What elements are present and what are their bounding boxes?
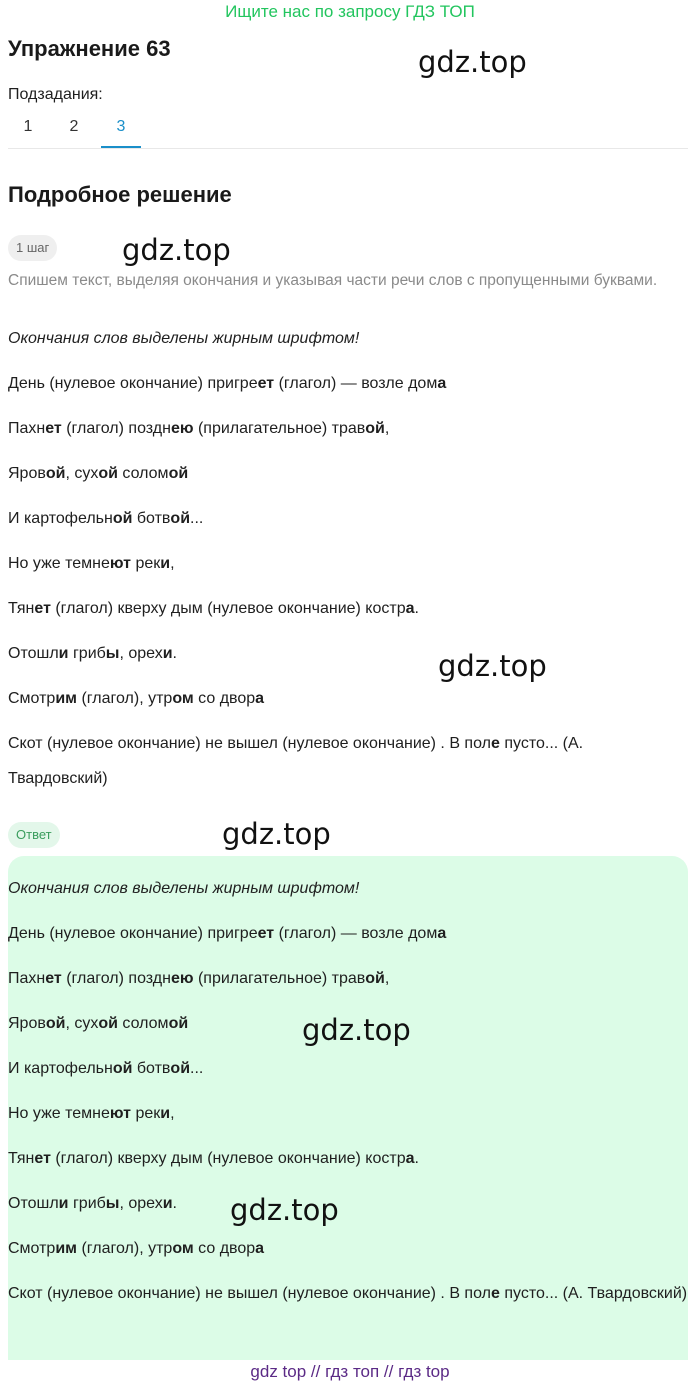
tab-2[interactable]: 2 — [69, 118, 79, 135]
word-ending: ет — [34, 1150, 51, 1167]
word-ending: е — [490, 735, 500, 752]
word-ending: ют — [109, 555, 132, 572]
word-ending: ют — [109, 1105, 132, 1122]
text-segment: пусто... (А. Твардовский) — [8, 735, 584, 787]
text-segment: (глагол) — возле дом — [274, 925, 438, 942]
text-segment: (прилагательное) трав — [193, 420, 366, 437]
word-ending: ет — [34, 600, 51, 617]
text-segment: (глагол) поздн — [61, 420, 171, 437]
answer-badge: Ответ — [8, 822, 60, 848]
text-line — [8, 1015, 188, 1033]
word-ending: а — [255, 690, 265, 707]
word-ending: ом — [172, 690, 194, 707]
word-ending: ею — [170, 420, 194, 437]
word-ending: ой — [112, 510, 133, 527]
text-segment: (глагол), утр — [77, 1240, 173, 1257]
text-segment: , — [384, 420, 390, 437]
word-ending: а — [437, 925, 447, 942]
word-ending: ет — [257, 925, 275, 942]
word-ending: ом — [172, 1240, 194, 1257]
watermark: gdz.top — [438, 649, 547, 683]
text-segment: , — [170, 1105, 175, 1122]
text-line — [8, 925, 446, 943]
note-text: Окончания слов выделены жирным шрифтом! — [8, 330, 360, 347]
text-segment: солом — [117, 1015, 169, 1032]
word-ending: а — [405, 600, 415, 617]
step-badge: 1 шаг — [8, 235, 57, 261]
word-ending: ой — [170, 1060, 191, 1077]
text-segment: пусто... (А. Твардовский) — [499, 1285, 688, 1302]
text-line — [8, 501, 678, 536]
text-segment: Но уже темне — [8, 555, 110, 572]
text-segment: Пахн — [8, 970, 46, 987]
text-segment: солом — [117, 465, 169, 482]
text-segment: , орех — [119, 645, 163, 662]
watermark: gdz.top — [302, 1013, 411, 1047]
text-segment: (глагол) кверху дым (нулевое окончание) костр — [50, 1150, 406, 1167]
word-ending: а — [437, 375, 447, 392]
text-segment: Но уже темне — [8, 1105, 110, 1122]
text-segment: . — [414, 600, 419, 617]
text-segment: (глагол) поздн — [61, 970, 171, 987]
section-title: Подробное решение — [8, 182, 232, 207]
text-line — [8, 1195, 177, 1213]
word-ending: ой — [168, 465, 189, 482]
watermark: gdz.top — [418, 45, 527, 79]
text-segment: Тян — [8, 1150, 35, 1167]
text-segment: Отошл — [8, 645, 59, 662]
text-segment: гриб — [68, 1195, 106, 1212]
text-line — [8, 411, 678, 446]
text-line — [8, 591, 678, 626]
text-line — [8, 636, 678, 671]
word-ending: ет — [45, 970, 62, 987]
text-segment: Яров — [8, 1015, 46, 1032]
text-segment: ботв — [132, 510, 171, 527]
text-segment: (глагол) кверху дым (нулевое окончание) костр — [50, 600, 406, 617]
word-ending: ой — [112, 1060, 133, 1077]
text-segment: рек — [131, 1105, 161, 1122]
text-segment: Пахн — [8, 420, 46, 437]
word-ending: ет — [257, 375, 275, 392]
step-description: Спишем текст, выделяя окончания и указывая части речи слов с пропущенными буквами. — [8, 272, 658, 289]
text-line — [8, 546, 678, 581]
text-segment: Смотр — [8, 1240, 56, 1257]
text-segment: День (нулевое окончание) пригре — [8, 375, 258, 392]
word-ending: и — [162, 645, 173, 662]
word-ending: ой — [45, 1015, 66, 1032]
word-ending: ой — [45, 465, 66, 482]
watermark: gdz.top — [222, 817, 331, 851]
text-segment: ... — [190, 510, 204, 527]
text-segment: . — [172, 645, 177, 662]
word-ending: а — [255, 1240, 265, 1257]
text-line — [8, 726, 678, 796]
text-segment: , — [170, 555, 175, 572]
word-ending: и — [58, 1195, 69, 1212]
text-segment: . — [172, 1195, 177, 1212]
text-line — [8, 1060, 203, 1078]
text-segment: ботв — [132, 1060, 171, 1077]
text-segment: (прилагательное) трав — [193, 970, 366, 987]
text-line — [8, 1150, 419, 1168]
tab-1[interactable]: 1 — [23, 118, 33, 135]
text-segment: (глагол), утр — [77, 690, 173, 707]
text-segment: . — [414, 1150, 419, 1167]
text-line — [8, 681, 678, 716]
word-ending: и — [160, 555, 171, 572]
word-ending: ы — [105, 1195, 120, 1212]
watermark: gdz.top — [230, 1193, 339, 1227]
footer-links: gdz top // гдз топ // гдз top — [250, 1362, 450, 1381]
text-segment: , — [384, 970, 390, 987]
text-segment: со двор — [193, 690, 256, 707]
text-segment: Смотр — [8, 690, 56, 707]
word-ending: и — [58, 645, 69, 662]
word-ending: ею — [170, 970, 194, 987]
text-segment: Скот (нулевое окончание) не вышел (нулевое окончание) . В пол — [8, 1285, 491, 1302]
text-segment: Тян — [8, 600, 35, 617]
subtasks-label: Подзадания: — [8, 86, 103, 103]
text-segment: со двор — [193, 1240, 256, 1257]
text-segment: И картофельн — [8, 1060, 113, 1077]
text-segment: , орех — [119, 1195, 163, 1212]
word-ending: им — [55, 690, 77, 707]
text-segment: гриб — [68, 645, 106, 662]
word-ending: ой — [98, 465, 118, 482]
text-segment: (глагол) — возле дом — [274, 375, 438, 392]
text-line — [8, 456, 678, 491]
word-ending: и — [160, 1105, 171, 1122]
word-ending: ой — [168, 1015, 189, 1032]
text-line — [8, 970, 389, 988]
top-banner: Ищите нас по запросу ГДЗ ТОП — [225, 2, 475, 21]
note-text: Окончания слов выделены жирным шрифтом! — [8, 880, 360, 897]
word-ending: ой — [365, 970, 385, 987]
word-ending: а — [405, 1150, 415, 1167]
subtask-tabs — [8, 112, 688, 149]
answer-box — [8, 856, 688, 1360]
word-ending: ой — [365, 420, 385, 437]
text-segment: Яров — [8, 465, 46, 482]
text-segment: , сух — [65, 465, 99, 482]
watermark: gdz.top — [122, 233, 231, 267]
text-line — [8, 1285, 687, 1303]
word-ending: и — [162, 1195, 173, 1212]
text-segment: ... — [190, 1060, 204, 1077]
text-segment: И картофельн — [8, 510, 113, 527]
word-ending: им — [55, 1240, 77, 1257]
text-segment: Скот (нулевое окончание) не вышел (нулевое окончание) . В пол — [8, 735, 491, 752]
text-line — [8, 366, 678, 401]
tab-3[interactable]: 3 — [101, 112, 141, 148]
word-ending: ой — [170, 510, 191, 527]
text-segment: , сух — [65, 1015, 99, 1032]
word-ending: ы — [105, 645, 120, 662]
text-segment: Отошл — [8, 1195, 59, 1212]
word-ending: ой — [98, 1015, 118, 1032]
text-segment: День (нулевое окончание) пригре — [8, 925, 258, 942]
text-line — [8, 1105, 175, 1123]
word-ending: ет — [45, 420, 62, 437]
text-line — [8, 1240, 264, 1258]
page-title: Упражнение 63 — [8, 36, 171, 61]
word-ending: е — [490, 1285, 500, 1302]
text-segment: рек — [131, 555, 161, 572]
